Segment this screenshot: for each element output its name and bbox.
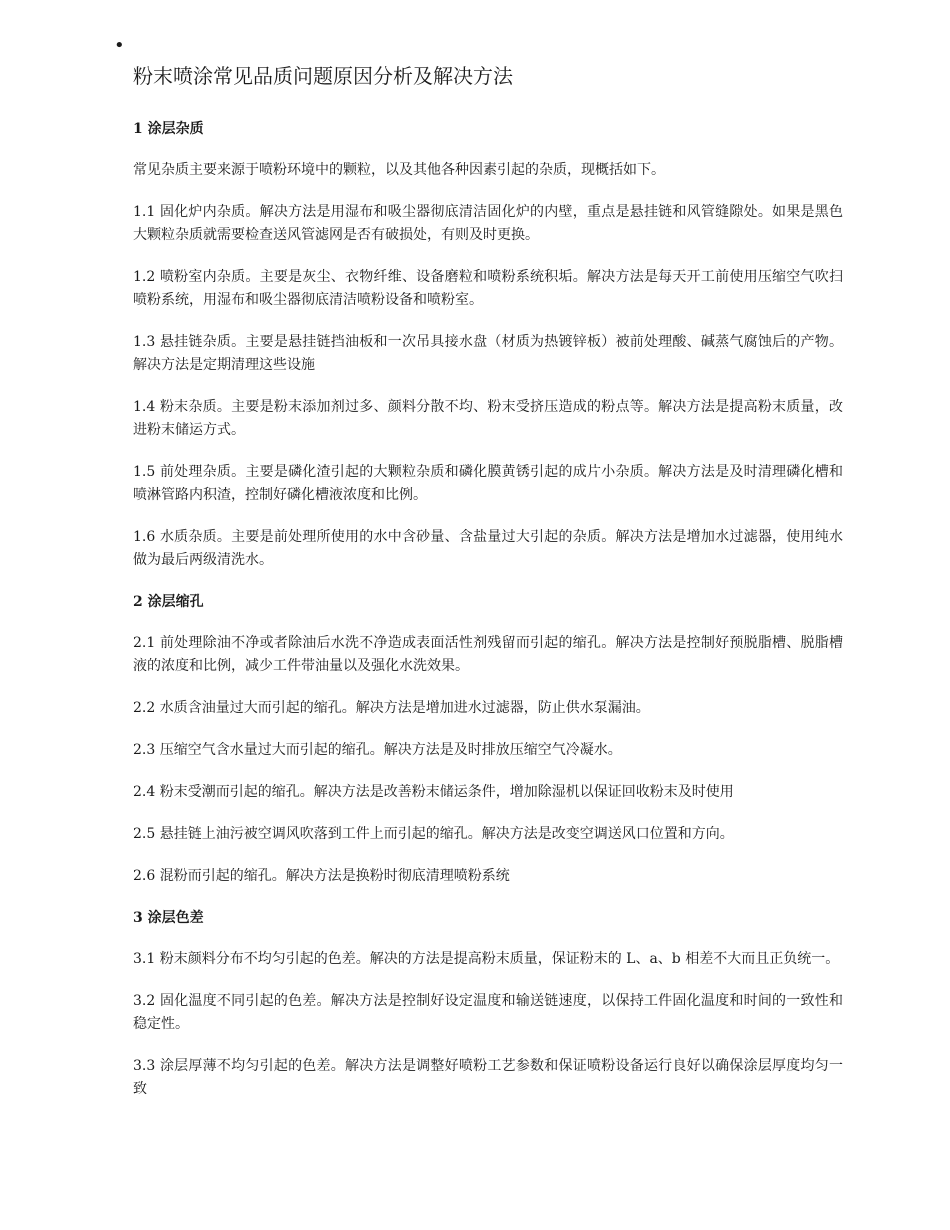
section-heading: 2 涂层缩孔 — [133, 594, 204, 610]
paragraph: 2.5 悬挂链上油污被空调风吹落到工件上而引起的缩孔。解决方法是改变空调送风口位置和方向。 — [133, 826, 734, 842]
paragraph: 1.3 悬挂链杂质。主要是悬挂链挡油板和一次吊具接水盘（材质为热镀锌板）被前处理酸、碱蒸气腐蚀后的产物。解决方法是定期清理这些设施 — [133, 334, 843, 373]
paragraph: 1.4 粉末杂质。主要是粉末添加剂过多、颜料分散不均、粉末受挤压造成的粉点等。解决方法是提高粉末质量，改进粉末储运方式。 — [133, 399, 843, 438]
paragraph: 2.6 混粉而引起的缩孔。解决方法是换粉时彻底清理喷粉系统 — [133, 868, 510, 884]
paragraph: 3.2 固化温度不同引起的色差。解决方法是控制好设定温度和输送链速度，以保持工件固化温度和时间的一致性和稳定性。 — [133, 993, 843, 1032]
paragraph: 1.2 喷粉室内杂质。主要是灰尘、衣物纤维、设备磨粒和喷粉系统积垢。解决方法是每天开工前使用压缩空气吹扫喷粉系统，用湿布和吸尘器彻底清洁喷粉设备和喷粉室。 — [133, 269, 843, 308]
document-title: 粉末喷涂常见品质问题原因分析及解决方法 — [133, 64, 513, 88]
paragraph: 1.6 水质杂质。主要是前处理所使用的水中含砂量、含盐量过大引起的杂质。解决方法是增加水过滤器，使用纯水做为最后两级清洗水。 — [133, 529, 843, 568]
document-body — [133, 30, 843, 1101]
paragraph: 3.1 粉末颜料分布不均匀引起的色差。解决的方法是提高粉末质量，保证粉末的 L、a、b 相差不大而且正负统一。 — [133, 951, 840, 967]
paragraph: 2.4 粉末受潮而引起的缩孔。解决方法是改善粉末储运条件，增加除湿机以保证回收粉末及时使用 — [133, 784, 734, 800]
section-heading: 1 涂层杂质 — [133, 121, 204, 137]
paragraph: 2.2 水质含油量过大而引起的缩孔。解决方法是增加进水过滤器，防止供水泵漏油。 — [133, 700, 650, 716]
paragraph: 3.3 涂层厚薄不均匀引起的色差。解决方法是调整好喷粉工艺参数和保证喷粉设备运行良好以确保涂层厚度均匀一致 — [133, 1058, 843, 1097]
paragraph: 1.1 固化炉内杂质。解决方法是用湿布和吸尘器彻底清洁固化炉的内壁，重点是悬挂链和风管缝隙处。如果是黑色大颗粒杂质就需要检查送风管滤网是否有破损处，有则及时更换。 — [133, 204, 843, 243]
list-bullet: • — [114, 35, 125, 56]
section-heading: 3 涂层色差 — [133, 910, 204, 926]
paragraph: 1.5 前处理杂质。主要是磷化渣引起的大颗粒杂质和磷化膜黄锈引起的成片小杂质。解决方法是及时清理磷化槽和喷淋管路内积渣，控制好磷化槽液浓度和比例。 — [133, 464, 843, 503]
paragraph: 2.3 压缩空气含水量过大而引起的缩孔。解决方法是及时排放压缩空气冷凝水。 — [133, 742, 622, 758]
paragraph: 常见杂质主要来源于喷粉环境中的颗粒，以及其他各种因素引起的杂质，现概括如下。 — [133, 162, 665, 178]
paragraph: 2.1 前处理除油不净或者除油后水洗不净造成表面活性剂残留而引起的缩孔。解决方法是控制好预脱脂槽、脱脂槽液的浓度和比例，减少工件带油量以及强化水洗效果。 — [133, 635, 843, 674]
